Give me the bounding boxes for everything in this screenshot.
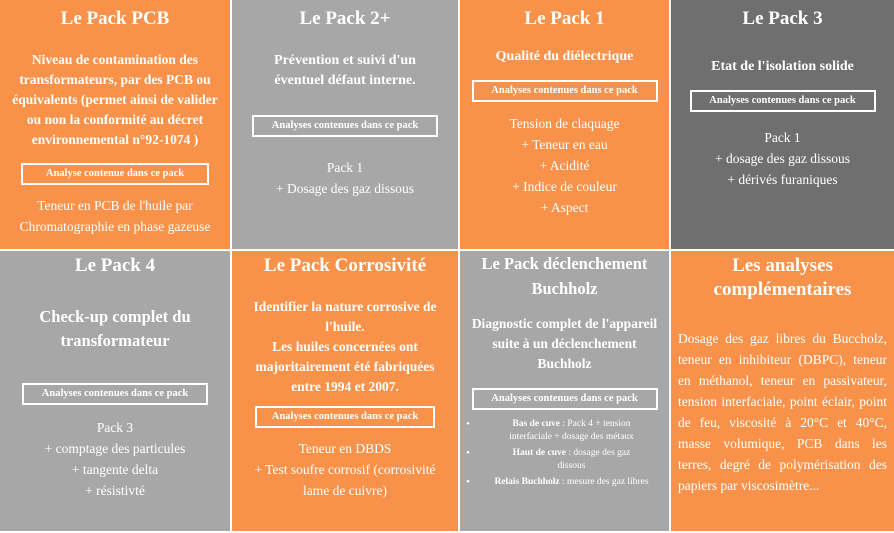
tile-pack-pcb	[0, 0, 230, 249]
bullet-list	[464, 418, 665, 489]
subtitle-line: Diagnostic complet de l'appareil	[471, 316, 658, 331]
tile-title	[460, 251, 669, 301]
list-item	[464, 476, 665, 489]
tile-body	[232, 157, 458, 199]
tile-title: Le Pack 2+	[299, 8, 391, 29]
tile-body	[671, 127, 894, 190]
tile-subtitle	[671, 57, 894, 77]
tile-body	[460, 113, 669, 218]
tile-title: Le Pack Corrosivité	[263, 255, 427, 276]
analyses-box: Analyse contenue dans ce pack	[21, 163, 209, 185]
tile-title: Le Pack 3	[742, 8, 823, 29]
body-line: Pack 3	[96, 420, 134, 435]
analyses-box: Analyses contenues dans ce pack	[252, 115, 438, 137]
subtitle-line: transformateurs, par des PCB ou	[19, 72, 211, 87]
subtitle-line: Les huiles concernées ont	[272, 339, 418, 354]
bullet-label: Haut de cuve	[512, 448, 566, 458]
subtitle-line: suite à un déclenchement	[492, 336, 637, 351]
tile-title: Le Pack 4	[74, 255, 156, 276]
tile-body	[0, 195, 230, 237]
tile-analyses-complementaires	[671, 251, 894, 531]
bullet-text: : Pack 4 + tension	[559, 419, 631, 429]
subtitle-line: Identifier la nature corrosive de	[253, 299, 437, 314]
tile-pack-1	[460, 0, 669, 249]
body-line: lame de cuivre)	[303, 483, 387, 498]
subtitle-line: Prévention et suivi d'un	[274, 53, 416, 68]
body-line: Pack 1	[764, 130, 801, 145]
body-line: + Aspect	[540, 200, 589, 215]
analyses-box: Analyses contenues dans ce pack	[22, 383, 208, 405]
body-line: Pack 1	[326, 160, 364, 175]
subtitle-line: ou non la conformité au décret	[26, 112, 204, 127]
analyses-box: Analyses contenues dans ce pack	[472, 388, 658, 410]
subtitle-line: Buchholz	[537, 356, 592, 371]
title-line: Buchholz	[531, 279, 598, 298]
subtitle-line: Check-up complet du	[39, 307, 191, 326]
tile-pack-2plus	[232, 0, 458, 249]
subtitle-line: environnemental n°92-1074 )	[31, 132, 199, 147]
bullet-text: : dosage des gaz	[565, 448, 631, 458]
tile-title	[671, 254, 894, 302]
title-line: Le Pack déclenchement	[481, 254, 648, 273]
body-line: + Teneur en eau	[521, 137, 608, 152]
body-line: + comptage des particules	[44, 441, 186, 456]
tile-pack-buchholz	[460, 251, 669, 531]
tile-pack-4	[0, 251, 230, 531]
tile-pack-corrosivite	[232, 251, 458, 531]
subtitle-line: équivalents (permet ainsi de valider	[12, 92, 218, 107]
body-line: Chromatographie en phase gazeuse	[19, 219, 211, 234]
tile-body	[232, 438, 458, 501]
bullet-text: dissous	[557, 461, 586, 471]
tile-title: Le Pack PCB	[60, 8, 170, 29]
body-line: Teneur en PCB de l'huile par	[37, 198, 193, 213]
tile-subtitle	[0, 50, 230, 150]
body-line: + Test soufre corrosif (corrosivité	[254, 462, 436, 477]
analyses-box: Analyses contenues dans ce pack	[255, 406, 435, 428]
tile-body	[0, 417, 230, 501]
tile-title: Le Pack 1	[524, 8, 605, 29]
bullet-text: : mesure des gaz libres	[559, 477, 649, 487]
list-item	[464, 418, 665, 444]
bullet-label: Relais Buchholz	[494, 477, 560, 487]
subtitle-line: transformateur	[60, 331, 170, 350]
tile-pack-3	[671, 0, 894, 249]
analyses-box: Analyses contenues dans ce pack	[690, 90, 876, 112]
list-item	[464, 447, 665, 473]
bullet-text: interfaciale + dosage des métaux	[509, 432, 634, 442]
tile-paragraph: Dosage des gaz libres du Buccholz, teneur en inhibiteur (DBPC), teneur en méthanol, teneur en passivateur, tension interfaciale, point éclair, point de feu, viscosité à 20°C et 40°C, masse volumique, PCB dans les terres, degré de polymérisation des papiers par viscosimètre...	[678, 331, 887, 493]
tile-subtitle	[460, 47, 669, 67]
body-line: + Indice de couleur	[512, 179, 617, 194]
body-line: + tangente delta	[71, 462, 159, 477]
body-line: + Acidité	[539, 158, 590, 173]
title-line: complémentaires	[713, 279, 852, 300]
subtitle-line: éventuel défaut interne.	[274, 73, 416, 88]
subtitle-line: l'huile.	[325, 319, 365, 334]
body-line: Tension de claquage	[509, 116, 620, 131]
body-line: + résistivté	[85, 483, 145, 498]
analyses-box: Analyses contenues dans ce pack	[472, 80, 658, 102]
tile-subtitle	[460, 314, 669, 374]
subtitle-line: Qualité du diélectrique	[495, 49, 634, 64]
body-line: + Dosage des gaz dissous	[275, 181, 415, 196]
subtitle-line: Etat de l'isolation solide	[711, 59, 854, 74]
subtitle-line: majoritairement été fabriquées	[255, 359, 435, 374]
tile-subtitle	[0, 305, 230, 353]
subtitle-line: Niveau de contamination des	[31, 52, 199, 67]
body-line: + dosage des gaz dissous	[714, 151, 851, 166]
subtitle-line: entre 1994 et 2007.	[291, 379, 399, 394]
tile-subtitle	[232, 51, 458, 91]
body-line: Teneur en DBDS	[298, 441, 392, 456]
bullet-label: Bas de cuve	[512, 419, 560, 429]
title-line: Les analyses	[732, 255, 833, 276]
tile-subtitle	[232, 297, 458, 397]
body-line: + dérivés furaniques	[727, 172, 838, 187]
